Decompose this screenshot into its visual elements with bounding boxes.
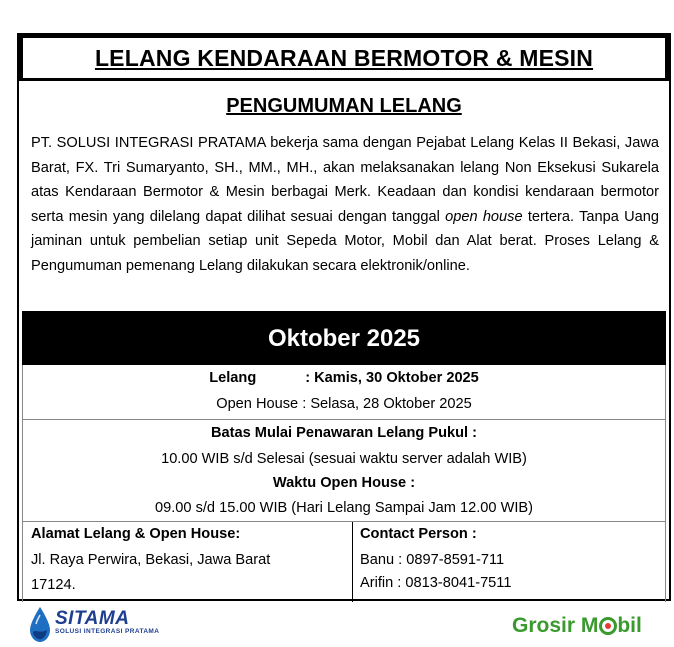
offer-value: 10.00 WIB s/d Selesai (sesuai waktu server adalah WIB) <box>161 451 527 467</box>
address-line-2: 17124. <box>31 577 76 593</box>
water-drop-icon <box>27 606 53 644</box>
sitama-logo <box>27 604 167 644</box>
sitama-tagline: SOLUSI INTEGRASI PRATAMA <box>55 628 160 635</box>
page-title: LELANG KENDARAAN BERMOTOR & MESIN <box>94 44 594 71</box>
intro-part-1: PT. SOLUSI INTEGRASI PRATAMA bekerja sama dengan Pejabat Lelang Kelas II Bekasi, Jawa Barat, FX. Tri Sumaryanto, SH., MM., MH., akan melaksanakan lelang Non Eksekusi Sukarela atas Kendaraan Bermotor & Mesin berbagai Merk. Keadaan dan kondisi kendaraan bermotor serta mesin yang dilelang dapat dilihat sesuai dengan tanggal <box>31 135 659 225</box>
title-box <box>23 38 665 78</box>
intro-paragraph <box>31 131 659 279</box>
address-cell <box>22 522 353 602</box>
schedule-block <box>22 365 666 420</box>
bottom-info <box>22 522 666 602</box>
grosir-wordmark-start: Grosir M <box>512 614 599 637</box>
grosir-mobil-logo <box>512 611 642 641</box>
address-line-1: Jl. Raya Perwira, Bekasi, Jawa Barat <box>31 552 271 568</box>
open-house-row: Open House : Selasa, 28 Oktober 2025 <box>216 396 472 412</box>
month-banner <box>22 311 666 365</box>
openhouse-value: 09.00 s/d 15.00 WIB (Hari Lelang Sampai Jam 12.00 WIB) <box>155 500 533 516</box>
times-block <box>22 420 666 522</box>
month-label: Oktober 2025 <box>267 324 421 352</box>
lelang-value: : Kamis, 30 Oktober 2025 <box>305 370 479 386</box>
announcement-frame <box>17 33 671 601</box>
intro-italic: open house <box>445 208 523 225</box>
steering-wheel-icon <box>599 617 617 635</box>
announcement-subtitle: PENGUMUMAN LELANG <box>226 95 462 117</box>
title-band <box>19 35 669 81</box>
grosir-wordmark-end: bil <box>617 614 642 637</box>
contact-line-1: Banu : 0897-8591-711 <box>360 552 505 568</box>
contact-cell <box>353 522 666 602</box>
lelang-label: Lelang <box>209 370 257 386</box>
contact-heading: Contact Person : <box>360 526 477 542</box>
offer-heading: Batas Mulai Penawaran Lelang Pukul : <box>210 425 477 441</box>
lelang-date-row <box>23 370 665 386</box>
sitama-wordmark: SITAMA <box>55 608 130 629</box>
address-heading: Alamat Lelang & Open House: <box>31 526 241 542</box>
openhouse-heading: Waktu Open House : <box>272 475 416 491</box>
contact-line-2: Arifin : 0813-8041-7511 <box>360 575 512 591</box>
intro-part-2: tertera. Tanpa Uang jaminan untuk pembelian setiap unit Sepeda Motor, Mobil dan Alat berat. Proses Lelang & Pengumuman pemenang Lelang dilakukan secara elektronik/online. <box>31 208 659 274</box>
